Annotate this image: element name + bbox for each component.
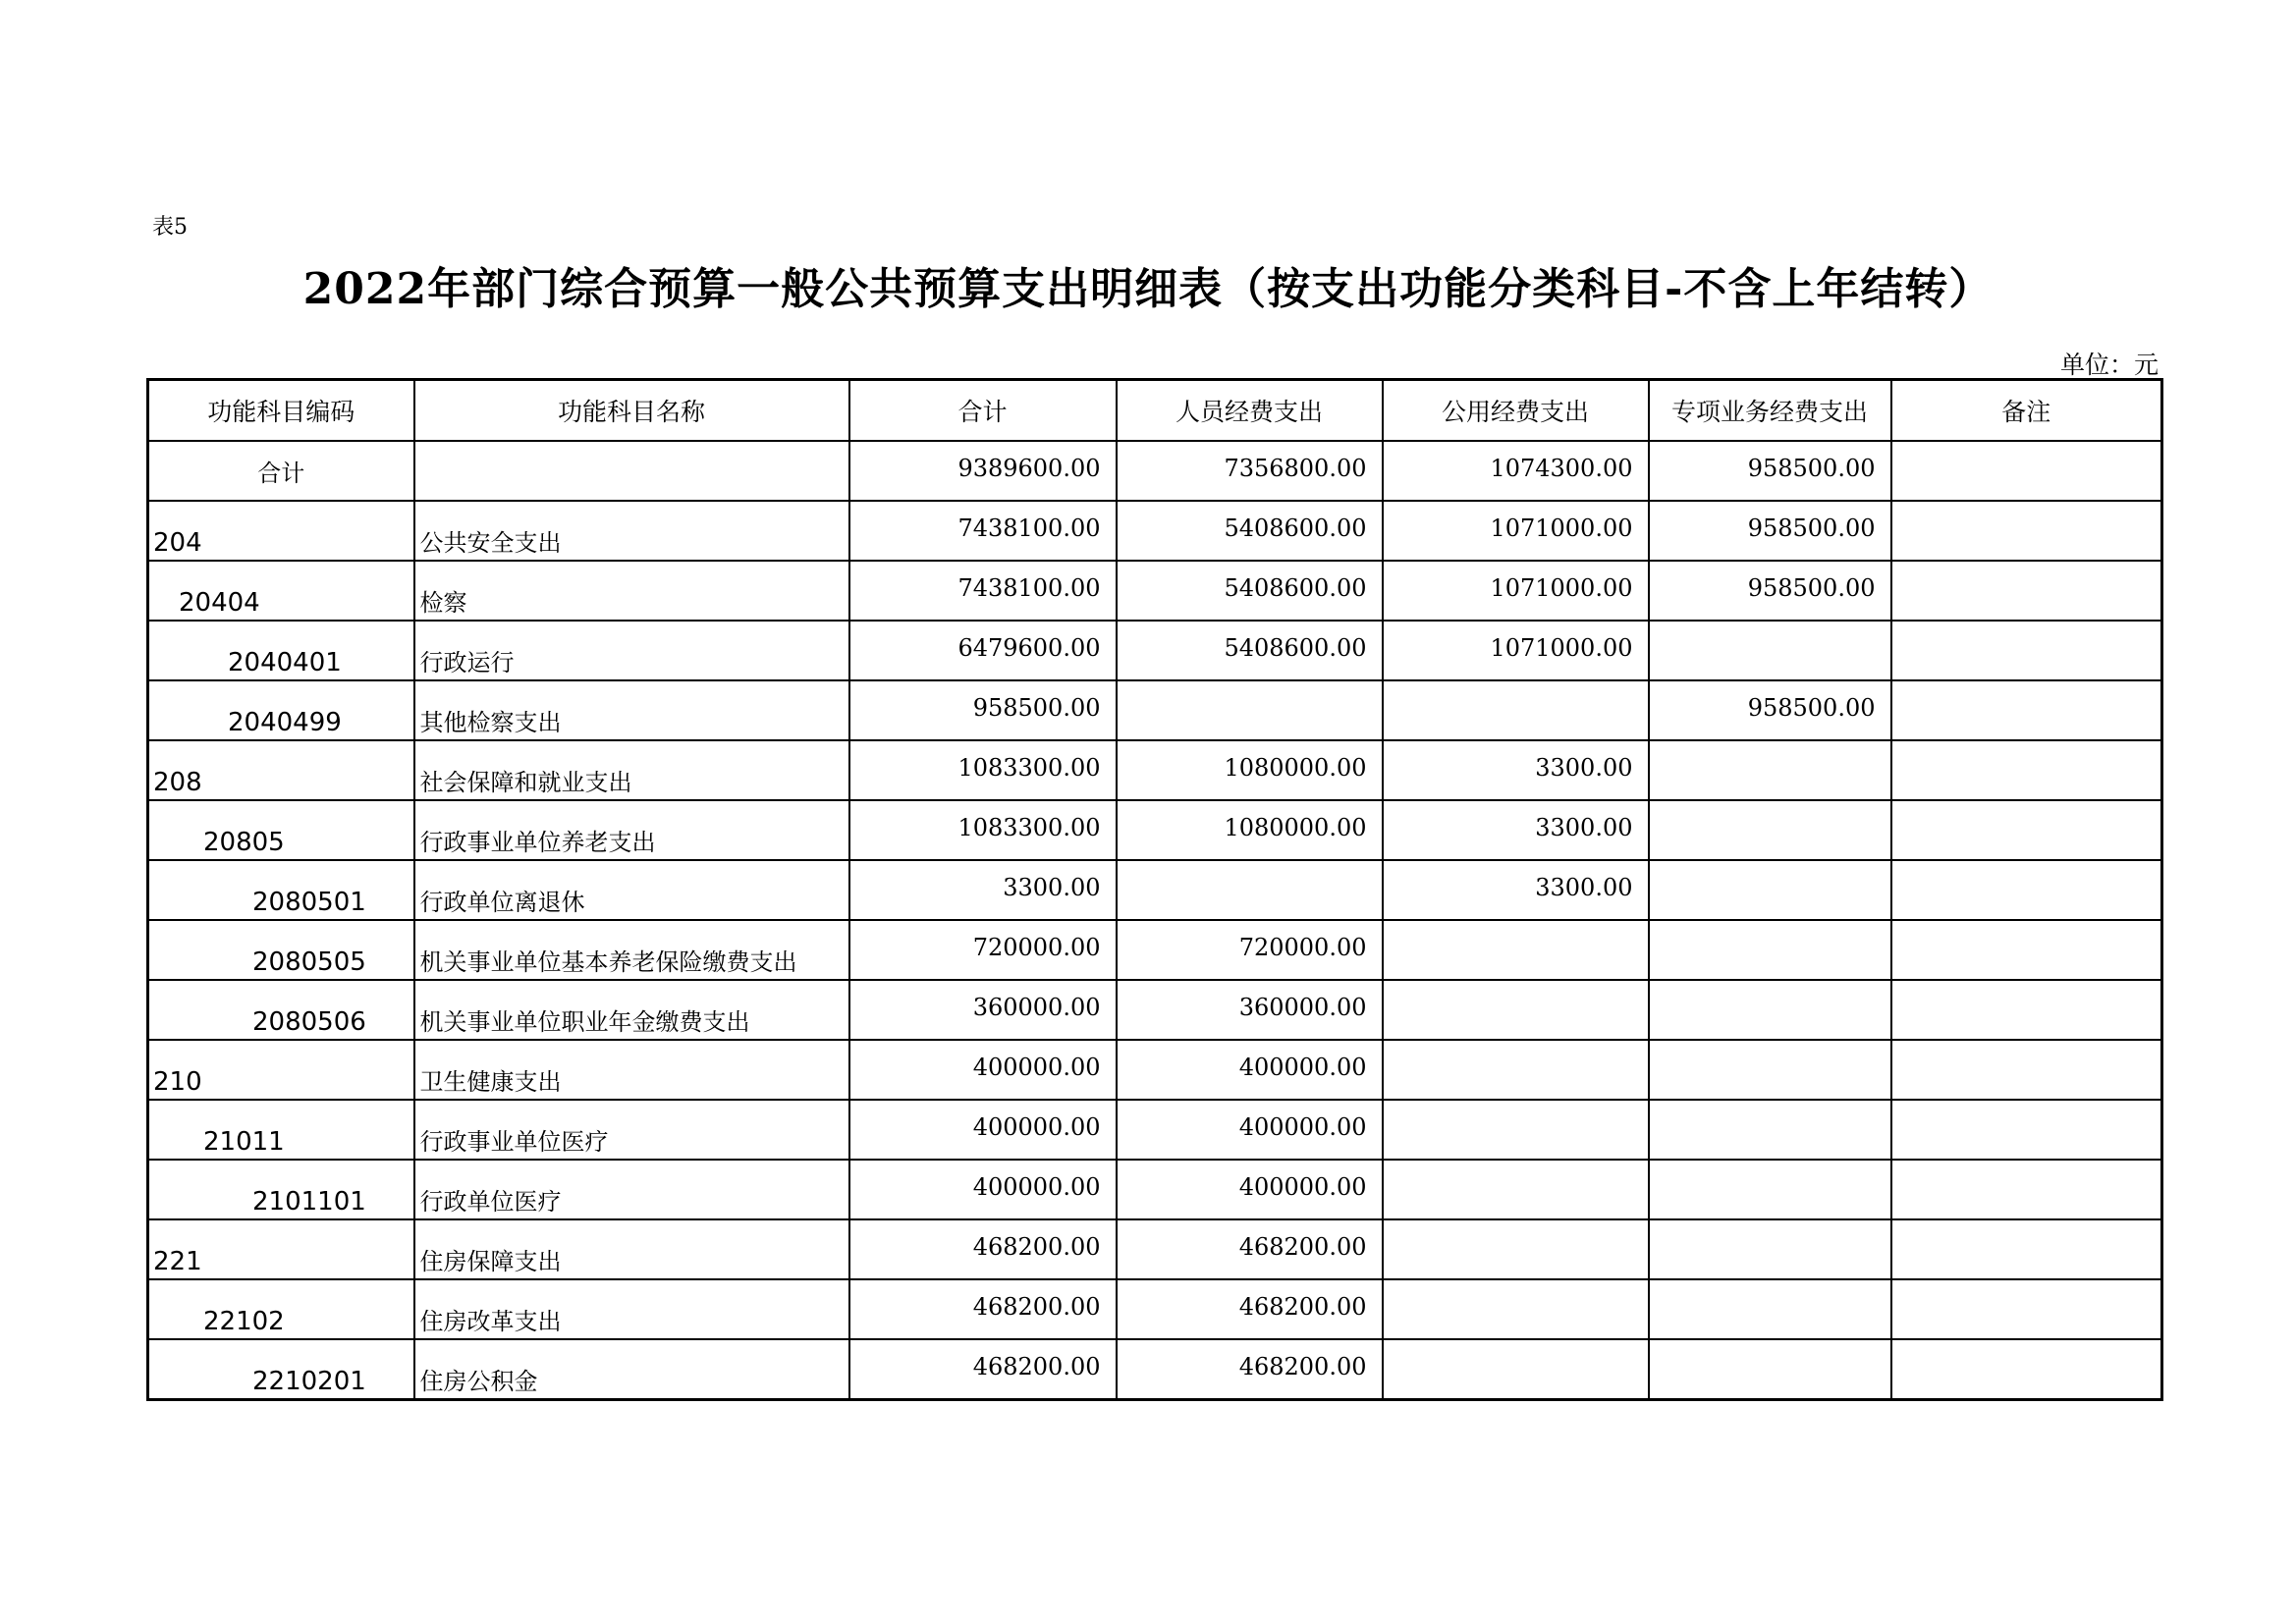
row-code: 2080505 — [148, 920, 414, 980]
row-code: 20805 — [148, 800, 414, 860]
row-total: 400000.00 — [849, 1100, 1117, 1160]
row-note — [1891, 860, 2162, 920]
row-public — [1383, 980, 1649, 1040]
row-personnel: 468200.00 — [1117, 1339, 1383, 1400]
row-personnel: 400000.00 — [1117, 1040, 1383, 1100]
row-note — [1891, 920, 2162, 980]
budget-table — [146, 378, 2163, 1401]
table-row — [148, 1339, 2162, 1400]
header-public: 公用经费支出 — [1383, 380, 1649, 442]
row-total: 958500.00 — [849, 680, 1117, 740]
row-personnel: 720000.00 — [1117, 920, 1383, 980]
table-row — [148, 800, 2162, 860]
row-total: 1083300.00 — [849, 740, 1117, 800]
row-name: 检察 — [414, 561, 849, 621]
row-special: 958500.00 — [1649, 501, 1891, 561]
row-name: 住房保障支出 — [414, 1219, 849, 1279]
row-total: 6479600.00 — [849, 621, 1117, 680]
row-name: 住房改革支出 — [414, 1279, 849, 1339]
row-name: 行政单位医疗 — [414, 1160, 849, 1219]
row-code: 208 — [148, 740, 414, 800]
total-note — [1891, 441, 2162, 501]
row-note — [1891, 680, 2162, 740]
total-public: 1074300.00 — [1383, 441, 1649, 501]
row-code: 2080506 — [148, 980, 414, 1040]
row-name: 社会保障和就业支出 — [414, 740, 849, 800]
row-special — [1649, 621, 1891, 680]
row-personnel: 5408600.00 — [1117, 561, 1383, 621]
row-note — [1891, 1100, 2162, 1160]
row-total: 1083300.00 — [849, 800, 1117, 860]
unit-label: 单位：元 — [2059, 351, 2159, 379]
row-total: 360000.00 — [849, 980, 1117, 1040]
row-public — [1383, 1160, 1649, 1219]
row-public — [1383, 1339, 1649, 1400]
row-special — [1649, 1279, 1891, 1339]
header-name: 功能科目名称 — [414, 380, 849, 442]
header-row — [148, 380, 2162, 442]
row-name: 机关事业单位职业年金缴费支出 — [414, 980, 849, 1040]
row-public — [1383, 680, 1649, 740]
header-total: 合计 — [849, 380, 1117, 442]
row-personnel: 5408600.00 — [1117, 501, 1383, 561]
table-row — [148, 920, 2162, 980]
row-code: 22102 — [148, 1279, 414, 1339]
table-number: 表5 — [152, 215, 188, 240]
row-special — [1649, 1339, 1891, 1400]
row-note — [1891, 1040, 2162, 1100]
table-row — [148, 561, 2162, 621]
row-code: 2080501 — [148, 860, 414, 920]
row-special — [1649, 980, 1891, 1040]
row-code: 20404 — [148, 561, 414, 621]
row-special — [1649, 740, 1891, 800]
row-public — [1383, 1040, 1649, 1100]
row-special — [1649, 920, 1891, 980]
row-special — [1649, 800, 1891, 860]
row-special — [1649, 1040, 1891, 1100]
row-name: 行政事业单位养老支出 — [414, 800, 849, 860]
row-note — [1891, 980, 2162, 1040]
row-name: 机关事业单位基本养老保险缴费支出 — [414, 920, 849, 980]
row-public: 3300.00 — [1383, 740, 1649, 800]
row-personnel: 360000.00 — [1117, 980, 1383, 1040]
header-special: 专项业务经费支出 — [1649, 380, 1891, 442]
row-personnel: 400000.00 — [1117, 1160, 1383, 1219]
row-note — [1891, 621, 2162, 680]
row-name: 行政事业单位医疗 — [414, 1100, 849, 1160]
table-row — [148, 501, 2162, 561]
row-public: 1071000.00 — [1383, 621, 1649, 680]
row-special: 958500.00 — [1649, 680, 1891, 740]
row-public — [1383, 1100, 1649, 1160]
row-public: 3300.00 — [1383, 800, 1649, 860]
row-total: 3300.00 — [849, 860, 1117, 920]
row-note — [1891, 1339, 2162, 1400]
total-row — [148, 441, 2162, 501]
row-name: 行政运行 — [414, 621, 849, 680]
table-row — [148, 621, 2162, 680]
table-row — [148, 740, 2162, 800]
row-note — [1891, 740, 2162, 800]
row-personnel: 400000.00 — [1117, 1100, 1383, 1160]
row-special — [1649, 860, 1891, 920]
row-code: 2101101 — [148, 1160, 414, 1219]
row-special — [1649, 1100, 1891, 1160]
header-code: 功能科目编码 — [148, 380, 414, 442]
row-special — [1649, 1219, 1891, 1279]
row-code: 2040401 — [148, 621, 414, 680]
row-code: 21011 — [148, 1100, 414, 1160]
row-name: 卫生健康支出 — [414, 1040, 849, 1100]
table-row — [148, 1100, 2162, 1160]
row-note — [1891, 1160, 2162, 1219]
row-public — [1383, 920, 1649, 980]
table-row — [148, 1279, 2162, 1339]
document-title: 2022年部门综合预算一般公共预算支出明细表（按支出功能分类科目-不含上年结转） — [302, 264, 1994, 314]
table-row — [148, 1040, 2162, 1100]
row-name: 住房公积金 — [414, 1339, 849, 1400]
row-personnel: 468200.00 — [1117, 1279, 1383, 1339]
row-total: 400000.00 — [849, 1040, 1117, 1100]
row-personnel — [1117, 680, 1383, 740]
row-public: 1071000.00 — [1383, 561, 1649, 621]
row-total: 468200.00 — [849, 1339, 1117, 1400]
total-label: 合计 — [148, 441, 414, 501]
row-code: 2210201 — [148, 1339, 414, 1400]
row-total: 400000.00 — [849, 1160, 1117, 1219]
row-total: 7438100.00 — [849, 561, 1117, 621]
row-code: 204 — [148, 501, 414, 561]
row-code: 210 — [148, 1040, 414, 1100]
row-name: 公共安全支出 — [414, 501, 849, 561]
table-row — [148, 680, 2162, 740]
row-note — [1891, 800, 2162, 860]
row-personnel: 468200.00 — [1117, 1219, 1383, 1279]
row-public — [1383, 1219, 1649, 1279]
total-total: 9389600.00 — [849, 441, 1117, 501]
row-special — [1649, 1160, 1891, 1219]
row-personnel — [1117, 860, 1383, 920]
row-personnel: 1080000.00 — [1117, 740, 1383, 800]
row-note — [1891, 1219, 2162, 1279]
table-row — [148, 860, 2162, 920]
row-special: 958500.00 — [1649, 561, 1891, 621]
row-code: 221 — [148, 1219, 414, 1279]
table-row — [148, 980, 2162, 1040]
row-name: 其他检察支出 — [414, 680, 849, 740]
row-public: 3300.00 — [1383, 860, 1649, 920]
row-total: 7438100.00 — [849, 501, 1117, 561]
total-personnel: 7356800.00 — [1117, 441, 1383, 501]
total-special: 958500.00 — [1649, 441, 1891, 501]
row-total: 468200.00 — [849, 1219, 1117, 1279]
header-note: 备注 — [1891, 380, 2162, 442]
total-name — [414, 441, 849, 501]
row-public — [1383, 1279, 1649, 1339]
row-public: 1071000.00 — [1383, 501, 1649, 561]
header-personnel: 人员经费支出 — [1117, 380, 1383, 442]
row-note — [1891, 561, 2162, 621]
row-total: 468200.00 — [849, 1279, 1117, 1339]
row-personnel: 1080000.00 — [1117, 800, 1383, 860]
row-note — [1891, 1279, 2162, 1339]
row-total: 720000.00 — [849, 920, 1117, 980]
row-personnel: 5408600.00 — [1117, 621, 1383, 680]
table-row — [148, 1160, 2162, 1219]
row-code: 2040499 — [148, 680, 414, 740]
row-note — [1891, 501, 2162, 561]
row-name: 行政单位离退休 — [414, 860, 849, 920]
table-row — [148, 1219, 2162, 1279]
